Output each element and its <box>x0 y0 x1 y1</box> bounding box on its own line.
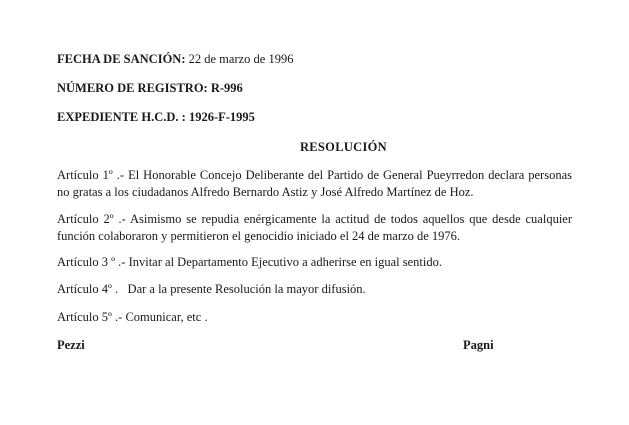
article-5-label: Artículo 5º .- <box>57 310 123 324</box>
expediente-label: EXPEDIENTE H.C.D. : <box>57 110 186 124</box>
article-5 <box>57 309 572 326</box>
article-1-text: El Honorable Concejo Deliberante del Partido de General Pueyrredon declara personas no gratas a los ciudadanos Alfredo Bernardo Astiz y José Alfredo Martínez de Hoz. <box>57 168 573 199</box>
article-2 <box>57 211 572 245</box>
document-title: RESOLUCIÓN <box>299 140 388 154</box>
article-2-text: Asimismo se repudia enérgicamente la actitud de todos aquellos que desde cualquier función colaboraron y permitieron el genocidio iniciado el 24 de marzo de 1976. <box>57 212 572 243</box>
article-3-text: Invitar al Departamento Ejecutivo a adherirse en igual sentido. <box>128 255 442 269</box>
expediente-value: 1926-F-1995 <box>188 110 255 124</box>
signature-right: Pagni <box>463 338 494 352</box>
article-1 <box>57 167 572 201</box>
article-4-text: Dar a la presente Resolución la mayor difusión. <box>127 282 366 296</box>
article-4-label: Artículo 4º . <box>57 282 119 296</box>
article-5-text: Comunicar, etc . <box>125 310 208 324</box>
article-1-label: Artículo 1º .- <box>57 168 125 182</box>
article-3 <box>57 254 572 271</box>
fecha-sancion <box>57 52 293 67</box>
article-4 <box>57 281 572 298</box>
expediente <box>57 110 255 125</box>
article-3-label: Artículo 3 º .- <box>57 255 126 269</box>
numero-registro-label: NÚMERO DE REGISTRO: <box>57 81 208 95</box>
fecha-sancion-label: FECHA DE SANCIÓN: <box>57 52 186 66</box>
article-2-label: Artículo 2º .- <box>57 212 126 226</box>
numero-registro <box>57 81 243 96</box>
numero-registro-value: R-996 <box>210 81 243 95</box>
signature-left: Pezzi <box>57 338 85 352</box>
fecha-sancion-value: 22 de marzo de 1996 <box>188 52 294 66</box>
